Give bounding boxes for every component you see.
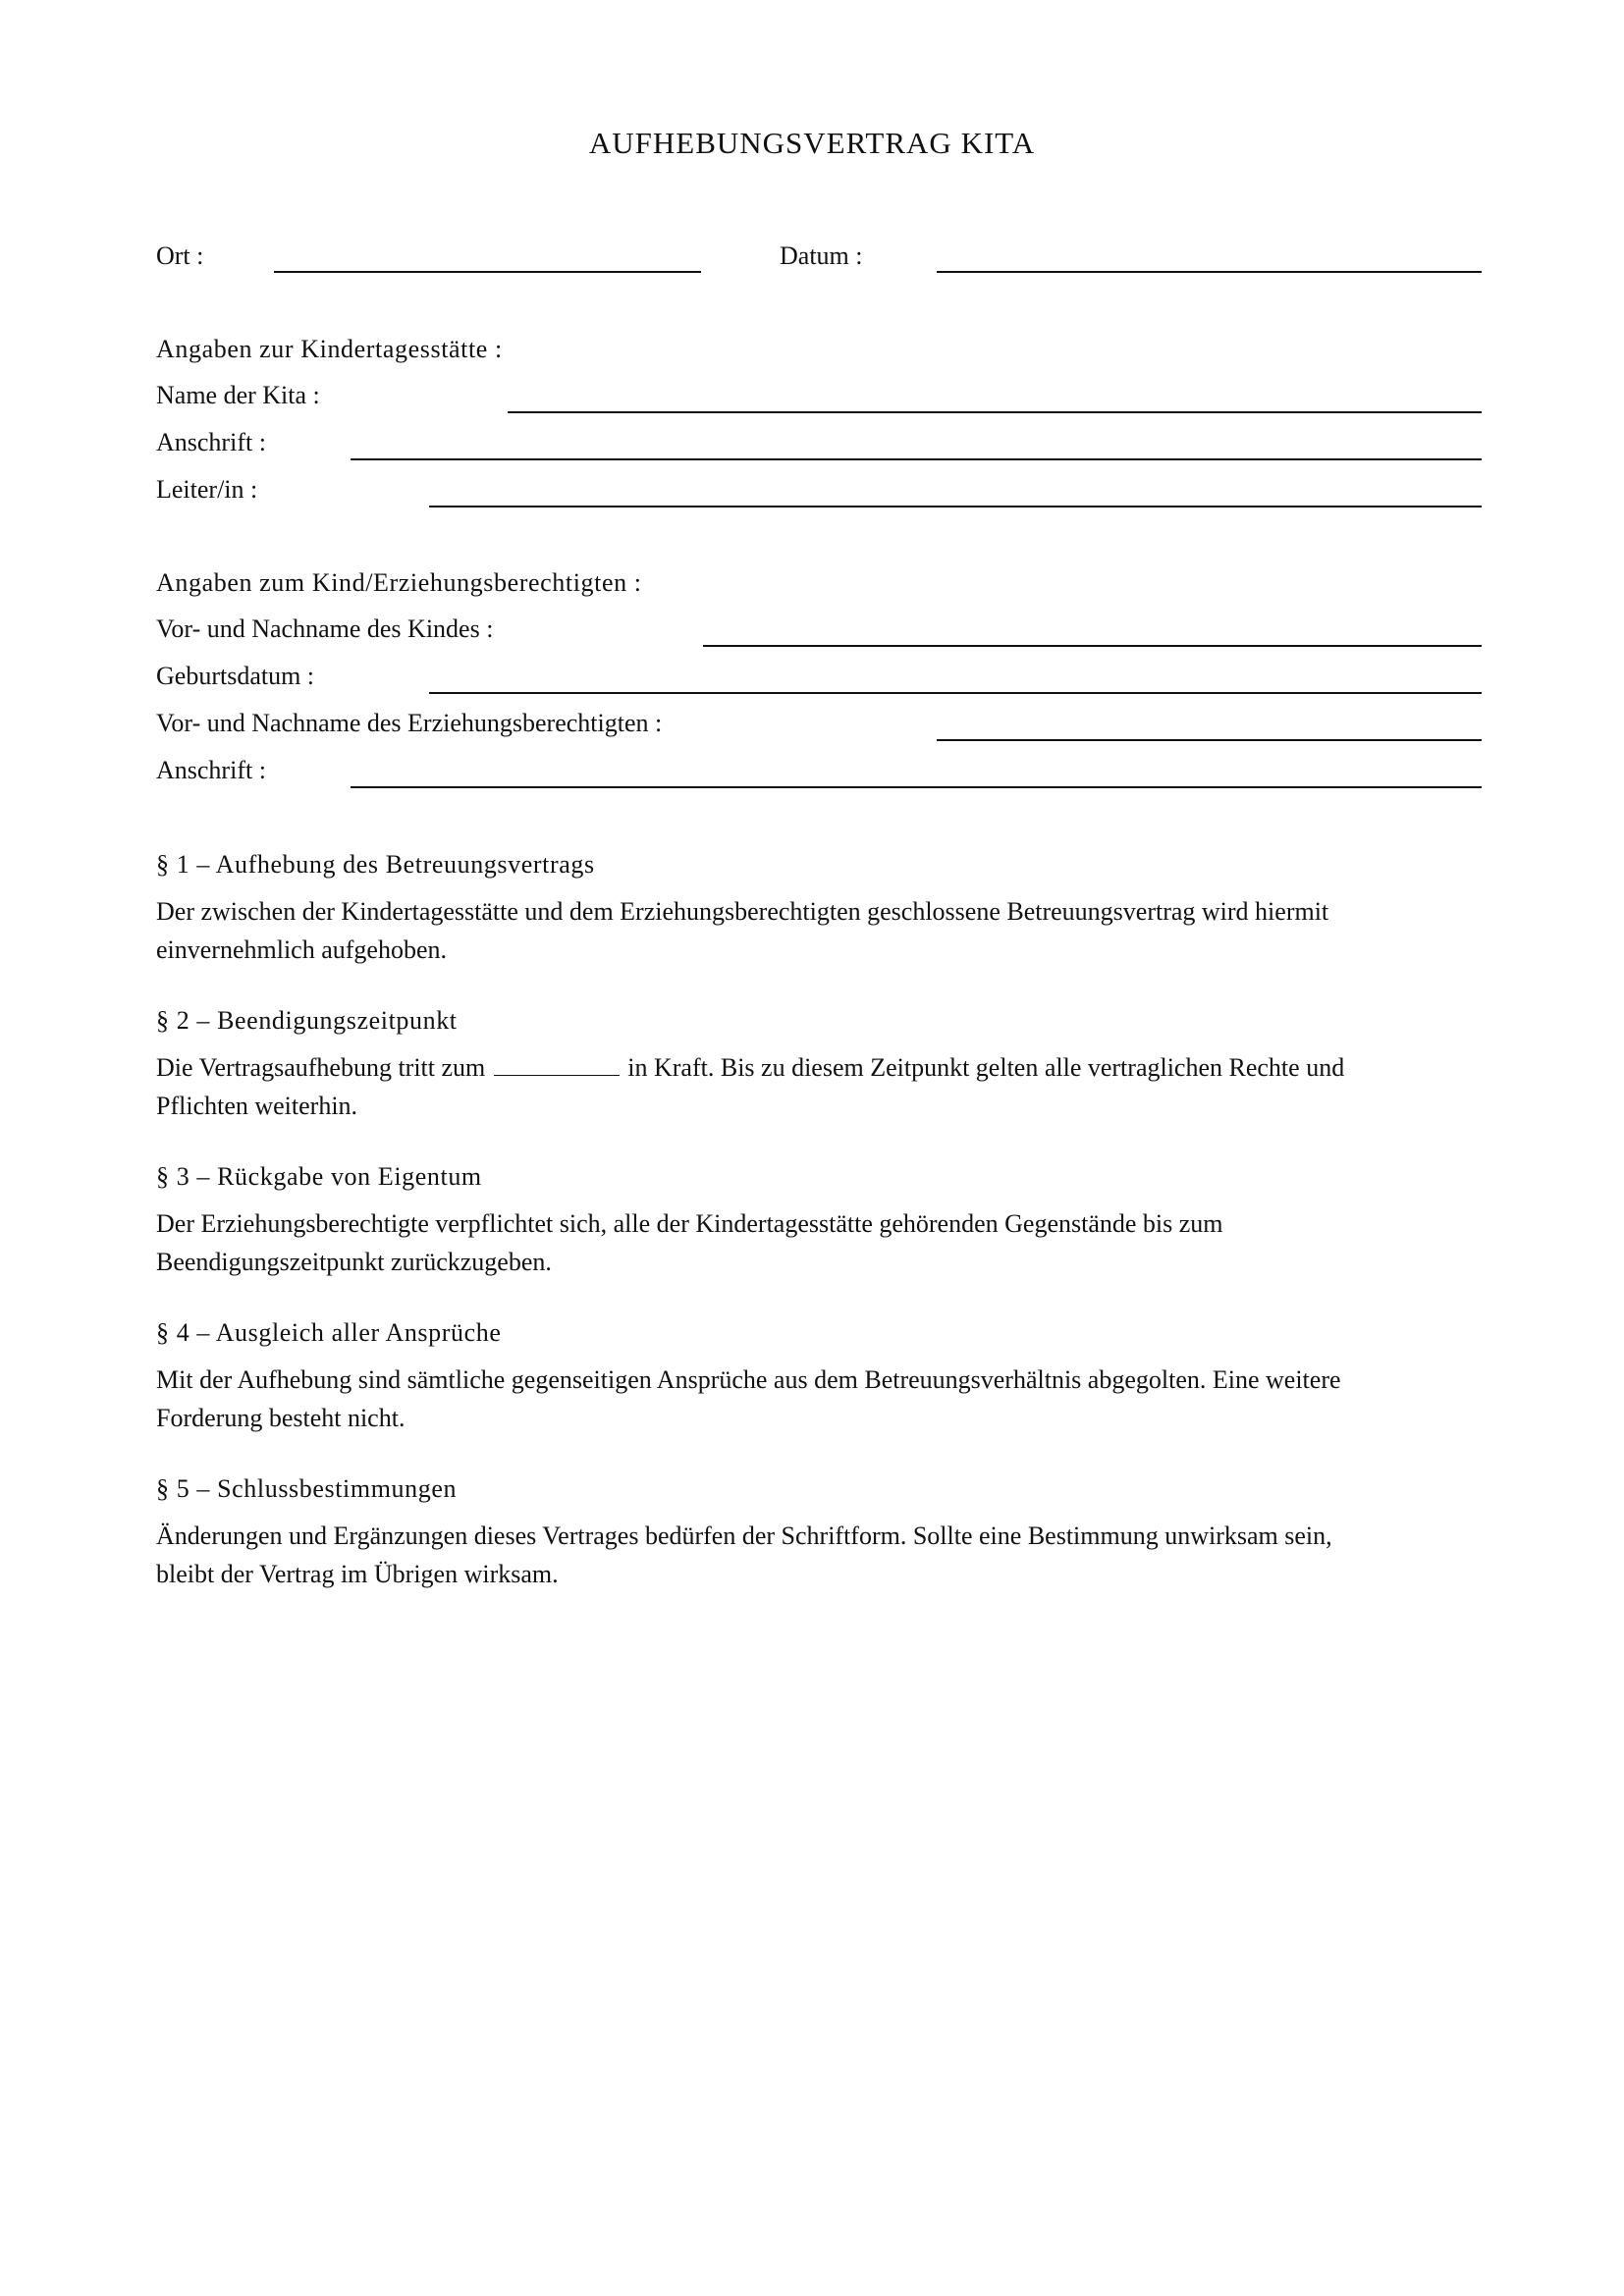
section-4-line-1: Mit der Aufhebung sind sämtliche gegenseitigen Ansprüche aus dem Betreuungsverhältnis abgegolten. Eine weitere [156,1365,1341,1394]
kita-name-label: Name der Kita : [156,381,320,409]
section-2-heading: § 2 – Beendigungszeitpunkt [156,1006,458,1035]
document-title: AUFHEBUNGSVERTRAG KITA [588,126,1036,160]
section-1-line-1: Der zwischen der Kindertagesstätte und dem Erziehungsberechtigten geschlossene Betreuungsvertrag wird hiermit [156,897,1329,926]
section-4-heading: § 4 – Ausgleich aller Ansprüche [156,1318,502,1347]
section-3-line-1: Der Erziehungsberechtigte verpflichtet sich, alle der Kindertagesstätte gehörenden Gegenstände bis zum [156,1209,1223,1238]
section-2-line-1-before: Die Vertragsaufhebung tritt zum [156,1053,486,1082]
guardian-name-field-line[interactable] [937,739,1482,741]
child-name-label: Vor- und Nachname des Kindes : [156,614,494,643]
section-1-body [156,892,1491,969]
kita-anschrift-field-line[interactable] [351,458,1482,460]
section-1-heading: § 1 – Aufhebung des Betreuungsvertrags [156,850,595,879]
end-date-blank[interactable] [494,1053,620,1076]
section-2-body [156,1048,1491,1125]
section-1-line-2: einvernehmlich aufgehoben. [156,935,447,964]
section-3-heading: § 3 – Rückgabe von Eigentum [156,1162,482,1191]
section-3-line-2: Beendigungszeitpunkt zurückzugeben. [156,1248,552,1276]
section-2-line-1-after: in Kraft. Bis zu diesem Zeitpunkt gelten alle vertraglichen Rechte und [627,1053,1345,1082]
birthdate-label: Geburtsdatum : [156,662,315,690]
section-3-body [156,1204,1491,1281]
guardian-anschrift-field-line[interactable] [351,786,1482,788]
section-4-line-2: Forderung besteht nicht. [156,1404,406,1432]
datum-field-line[interactable] [937,271,1482,273]
child-name-field-line[interactable] [703,645,1482,647]
section-5-body [156,1517,1491,1593]
section-5-heading: § 5 – Schlussbestimmungen [156,1474,458,1503]
section-2-line-1 [156,1048,1491,1087]
birthdate-field-line[interactable] [429,692,1482,694]
section-2-line-2: Pflichten weiterhin. [156,1092,358,1120]
guardian-name-label: Vor- und Nachname des Erziehungsberechtigten : [156,709,663,737]
leiter-field-line[interactable] [429,506,1482,507]
section-5-line-1: Änderungen und Ergänzungen dieses Vertrages bedürfen der Schriftform. Sollte eine Bestimmung unwirksam sein, [156,1522,1332,1550]
child-section-heading: Angaben zum Kind/Erziehungsberechtigten : [156,568,642,597]
kita-anschrift-label: Anschrift : [156,428,266,456]
section-5-line-2: bleibt der Vertrag im Übrigen wirksam. [156,1560,559,1588]
ort-field-line[interactable] [274,271,701,273]
leiter-label: Leiter/in : [156,475,258,504]
guardian-anschrift-label: Anschrift : [156,756,266,784]
kita-name-field-line[interactable] [508,411,1482,413]
ort-label: Ort : [156,241,204,270]
section-4-body [156,1361,1491,1437]
datum-label: Datum : [780,241,863,270]
kita-section-heading: Angaben zur Kindertagesstätte : [156,335,503,363]
